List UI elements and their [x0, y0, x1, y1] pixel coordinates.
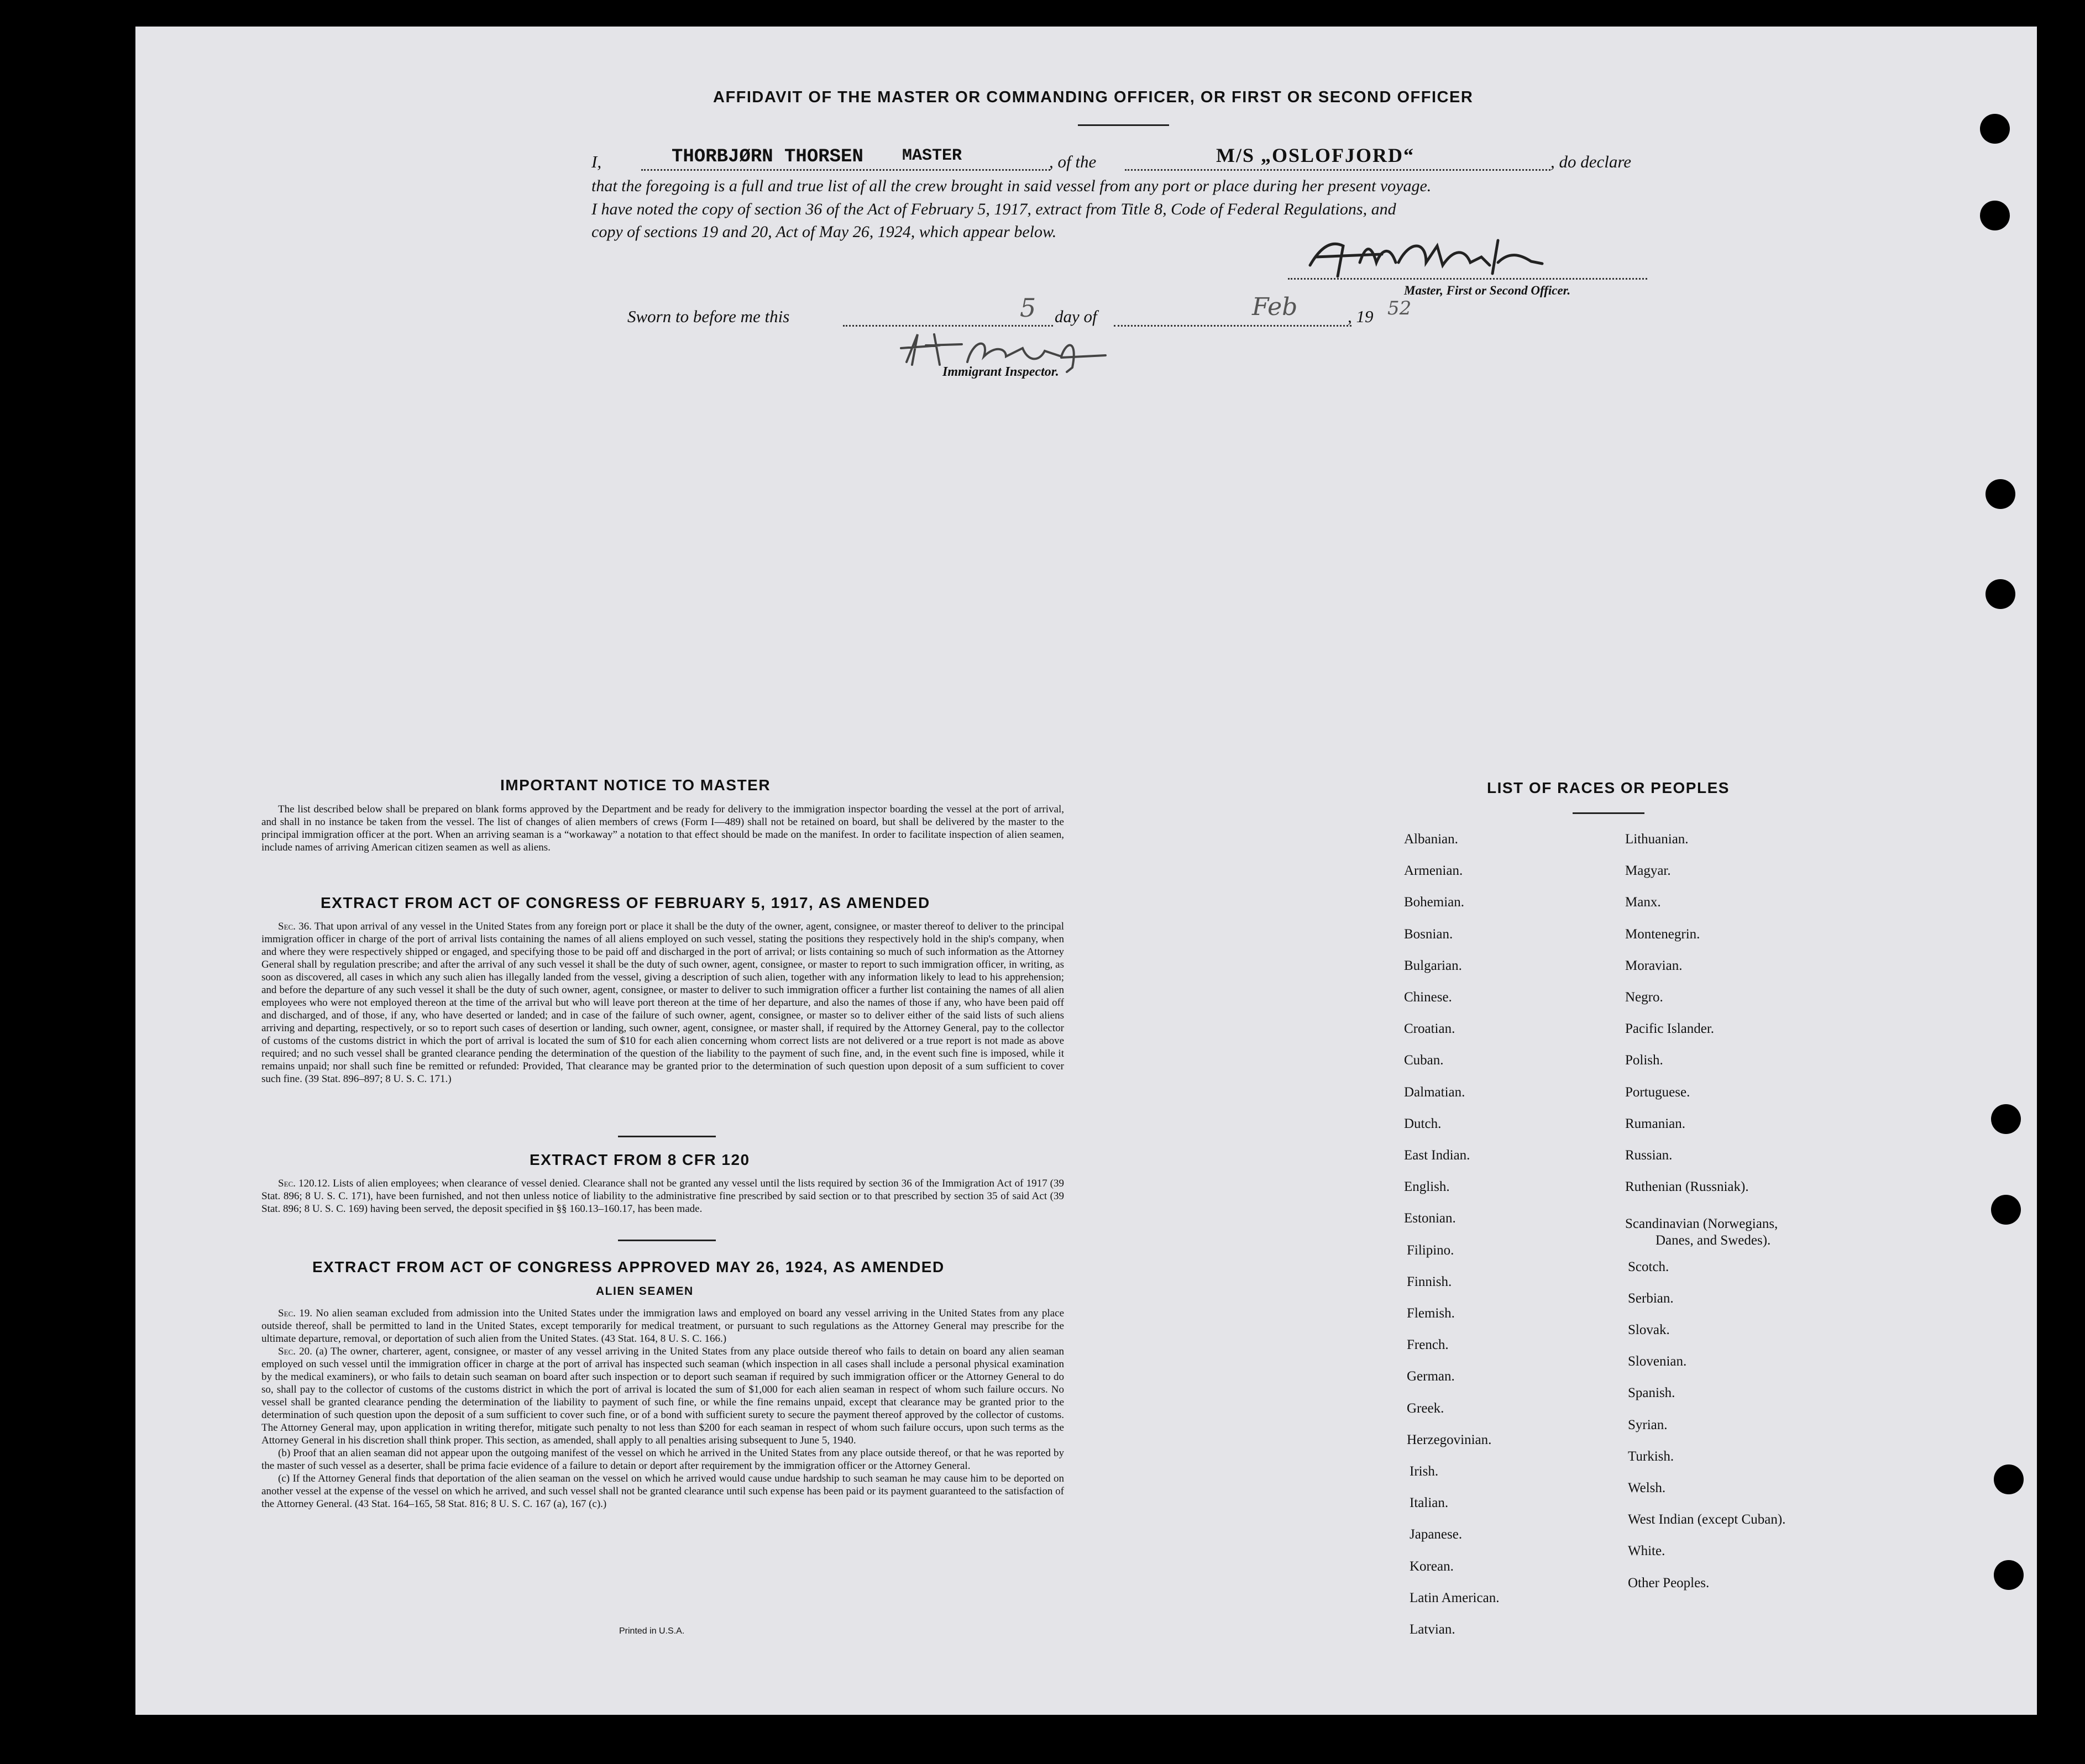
sec-20c-paragraph: (c) If the Attorney General finds that deportation of the alien seaman on the vessel on which he arrived would cause undue hardship to such seaman he may cause him to be deported on another vessel at the expense of the vessel on which he arrived, and such vessel shall not be granted clearance until such expense has been paid or its payment guaranteed to the satisfaction of the Attorney General. (43 Stat. 164–165, 58 Stat. 816; 8 U. S. C. 167 (a), 167 (c).) — [261, 1473, 1064, 1510]
binder-hole — [1991, 1195, 2021, 1225]
sec-20b-paragraph: (b) Proof that an alien seaman did not appear upon the outgoing manifest of the vessel on which he arrived in the United States from any place outside thereof, or that he was reported by the master of such vessel as a deserter, shall be prima facie evidence of a failure to detain or deport after requirement by the immigration officer or the Attorney General. — [261, 1447, 1064, 1472]
sec-20-label: Sec. 20. — [278, 1346, 312, 1357]
race-item: White. — [1628, 1544, 1665, 1559]
vessel-field-line — [1125, 169, 1550, 171]
sec-120-label: Sec. 120.12. — [278, 1178, 331, 1189]
extract-8cfr-text — [261, 1177, 1064, 1215]
divider-2 — [618, 1240, 716, 1241]
race-item: Irish. — [1410, 1464, 1439, 1479]
race-item: Scotch. — [1628, 1259, 1669, 1274]
race-item: Albanian. — [1404, 832, 1458, 847]
extract-1917-text — [261, 920, 1064, 1085]
affidavit-title: AFFIDAVIT OF THE MASTER OR COMMANDING OFFICER, OR FIRST OR SECOND OFFICER — [713, 88, 1474, 106]
do-declare-label: , do declare — [1550, 152, 1632, 171]
race-item: Portuguese. — [1625, 1084, 1690, 1100]
sworn-month-value: Feb — [1252, 293, 1298, 321]
race-item: Japanese. — [1410, 1527, 1463, 1542]
race-item: Manx. — [1625, 895, 1661, 910]
race-item: Scandinavian (Norwegians, — [1625, 1216, 1778, 1232]
race-item: Turkish. — [1628, 1448, 1674, 1464]
race-item: Herzegovinian. — [1407, 1432, 1492, 1447]
binder-hole — [1994, 1464, 2024, 1494]
race-item: Dalmatian. — [1404, 1084, 1465, 1100]
race-item: Armenian. — [1404, 863, 1463, 879]
race-item: Bosnian. — [1404, 926, 1453, 942]
officer-caption: Master, First or Second Officer. — [1404, 284, 1571, 297]
extract-1924-title: EXTRACT FROM ACT OF CONGRESS APPROVED MAY 26, 1924, AS AMENDED — [312, 1258, 945, 1275]
race-item: English. — [1404, 1179, 1450, 1195]
race-item: Welsh. — [1628, 1481, 1666, 1495]
race-item: Dutch. — [1404, 1116, 1442, 1131]
extract-1924-subtitle: ALIEN SEAMEN — [596, 1285, 694, 1298]
sworn-label: Sworn to before me this — [627, 307, 790, 326]
race-item: Pacific Islander. — [1625, 1021, 1715, 1037]
extract-1917-title: EXTRACT FROM ACT OF CONGRESS OF FEBRUARY 5, 1917, AS AMENDED — [321, 894, 930, 911]
binder-hole — [1986, 579, 2015, 609]
race-item: Ruthenian (Russniak). — [1625, 1179, 1749, 1195]
year-prefix: , 19 — [1348, 307, 1374, 326]
sec-19-body: No alien seaman excluded from admission into the United States under the immigration laws and employed on board any vessel arriving in the United States from any place outside thereof, shall be permitted to land in the United States, except temporarily for medical treatment, or pursuant to such regulations as the Attorney General may prescribe for the ultimate departure, removal, or deportation of such alien from the United States. (43 Stat. 164, 8 U. S. C. 166.) — [261, 1308, 1065, 1345]
race-item: Filipino. — [1407, 1242, 1454, 1258]
race-item: Latvian. — [1410, 1622, 1455, 1637]
race-item: Estonian. — [1404, 1211, 1456, 1226]
of-the-label: , of the — [1049, 152, 1097, 171]
race-item: Cuban. — [1404, 1053, 1444, 1068]
race-item: Lithuanian. — [1625, 832, 1689, 847]
sec-20a-paragraph — [261, 1345, 1064, 1447]
race-item: Moravian. — [1625, 958, 1683, 973]
race-item: Slovenian. — [1628, 1354, 1687, 1369]
binder-hole — [1980, 201, 2010, 230]
race-item: Negro. — [1625, 990, 1663, 1005]
race-item: German. — [1407, 1369, 1455, 1384]
race-item: East Indian. — [1404, 1148, 1470, 1163]
sec-19-paragraph — [261, 1307, 1064, 1345]
sec-36-label: Sec. 36. — [278, 921, 312, 932]
officer-signature-line — [1288, 278, 1647, 280]
race-item: Bohemian. — [1404, 895, 1465, 910]
sworn-day-value: 5 — [1020, 293, 1036, 323]
extract-8cfr-title: EXTRACT FROM 8 CFR 120 — [530, 1151, 750, 1168]
master-signature — [1299, 224, 1597, 285]
extract-1924-text — [261, 1307, 1064, 1510]
master-rank: MASTER — [902, 146, 962, 165]
binder-hole — [1980, 114, 2010, 144]
name-field-line — [641, 169, 1050, 171]
race-item: Finnish. — [1407, 1274, 1452, 1289]
race-item: Croatian. — [1404, 1021, 1455, 1037]
races-title-rule — [1573, 812, 1644, 814]
races-title: LIST OF RACES OR PEOPLES — [1487, 779, 1730, 796]
race-item: Flemish. — [1407, 1306, 1455, 1321]
race-item: Serbian. — [1628, 1290, 1674, 1306]
race-item: Russian. — [1625, 1148, 1673, 1163]
notice-title: IMPORTANT NOTICE TO MASTER — [500, 776, 771, 794]
sec-19-label: Sec. 19. — [278, 1308, 313, 1319]
race-item: Polish. — [1625, 1053, 1663, 1068]
sec-20a-body: (a) The owner, charterer, agent, consignee, or master of any vessel arriving in the United States from any place outside thereof who fails to detain on board any alien seaman employed on such vessel until the immigration officer in charge at the port of arrival has inspected such seaman (which inspection in all cases shall include a personal physical examination by the medical examiners), or who fails to detain such seaman on board after such inspection or to deport such seaman if required by such immigration officer or the Attorney General to do so, shall pay to the collector of customs of the customs district in which the port of arrival is located the sum of $1,000 for each alien seaman in respect of whom such failure occurs. No vessel shall be granted clearance pending the determination of the liability to payment of such fine, or while the fine remains unpaid, except that clearance may be granted prior to the determination of such question upon the deposit of a sum sufficient to cover such fine, or of a bond with sufficient surety to secure the payment thereof approved by the collector of customs. The Attorney General may, upon application in writing therefor, mitigate such penalty to not less than $200 for each seaman in respect of whom such failure occurs, upon such terms as the Attorney General in his discretion shall think proper. This section, as amended, shall apply to all penalties arising subsequent to June 5, 1940. — [261, 1346, 1065, 1446]
race-item: Latin American. — [1410, 1590, 1500, 1605]
sec-120-body: Lists of alien employees; when clearance of vessel denied. Clearance shall not be granted any vessel until the lists required by section 36 of the Immigration Act of 1917 (39 Stat. 896; 8 U. S. C. 171), have been furnished, and not then unless notice of liability to the administrative fine prescribed by said section or to that prescribed by section 35 of said Act (39 Stat. 896; 8 U. S. C. 169) having been served, the deposit specified in §§ 160.13–160.17, has been made. — [261, 1178, 1064, 1215]
binder-hole — [1994, 1560, 2024, 1590]
divider-1 — [618, 1136, 716, 1137]
declaration-line-4: copy of sections 19 and 20, Act of May 26, 1924, which appear below. — [591, 223, 1057, 241]
race-item: Italian. — [1410, 1495, 1449, 1511]
declaration-line-2: that the foregoing is a full and true list of all the crew brought in said vessel from any port or place during her present voyage. — [591, 177, 1432, 195]
race-item: French. — [1407, 1337, 1449, 1353]
race-item: Rumanian. — [1625, 1116, 1686, 1131]
inspector-caption: Immigrant Inspector. — [942, 365, 1059, 379]
race-item: Other Peoples. — [1628, 1575, 1710, 1590]
sworn-month-line — [1114, 325, 1351, 327]
master-name: THORBJØRN THORSEN — [672, 146, 863, 167]
race-item: Danes, and Swedes). — [1656, 1233, 1771, 1248]
race-item: Spanish. — [1628, 1385, 1675, 1401]
race-item: Chinese. — [1404, 990, 1452, 1005]
race-item: West Indian (except Cuban). — [1628, 1512, 1786, 1527]
race-item: Magyar. — [1625, 863, 1671, 879]
binder-hole — [1991, 1104, 2021, 1134]
title-rule — [1078, 124, 1169, 126]
notice-body: The list described below shall be prepared on blank forms approved by the Department and be ready for delivery to the immigration inspector boarding the vessel at the port of arrival, and shall in no instance be taken from the vessel. The list of changes of alien members of crews (Form I—489) shall not be retained on board, but shall be delivered by the master to the principal immigration officer at the port. When an arriving seaman is a “workaway” a notation to that effect should be made on the manifest. In order to facilitate inspection of alien seamen, include names of arriving American citizen seamen as well as aliens. — [261, 804, 1064, 853]
vessel-name: M/S „OSLOFJORD“ — [1216, 144, 1415, 166]
race-item: Syrian. — [1628, 1417, 1668, 1432]
i-label: I, — [591, 152, 602, 171]
year-suffix: 52 — [1387, 297, 1412, 319]
sec-36-body: That upon arrival of any vessel in the United States from any foreign port or place it shall be the duty of the owner, agent, consignee, or master thereof to deliver to the principal immigration officer in charge of the port of arrival lists containing the names of all aliens employed on such vessel, stating the positions they respectively hold in the ship's company, when and where they were respectively shipped or engaged, and specifying those to be paid off and discharged in the port of arrival; or lists containing so much of such information as the Attorney General shall by regulation prescribe; and after the arrival of any such vessel it shall be the duty of such owner, agent, consignee, or master to report to such immigration officer, in writing, as soon as discovered, all cases in which any such alien has illegally landed from the vessel, giving a description of such alien, together with any information likely to lead to his apprehension; and before the departure of any such vessel it shall be the duty of such owner, agent, consignee, or master to deliver to such immigration officer a further list containing the names of all alien employees who were not employed thereon at the time of the arrival but who will leave port thereon at the time of her departure, and also the names of those if any, who have been paid off and discharged, and of those, if any, who have deserted or landed; and in case of the failure of such owner, agent, consignee, or master so to deliver either of the said lists of such aliens arriving and departing, respectively, or so to report such cases of desertion or landing, such owner, agent, consignee, or master shall, if required by the Attorney General, pay to the collector of customs of the customs district in which the port of arrival is located the sum of $10 for each alien concerning whom correct lists are not delivered or a true report is not made as above required; and no such vessel shall be granted clearance pending the determination of the question of the liability to the payment of such fine, and, in the event such fine is imposed, while it remains unpaid; nor shall such fine be remitted or refunded: Provided, That clearance may be granted prior to the determination of such question upon deposit of a sum sufficient to cover such fine. (39 Stat. 896–897; 8 U. S. C. 171.) — [261, 921, 1064, 1085]
race-item: Korean. — [1410, 1558, 1454, 1574]
day-of-label: day of — [1055, 307, 1097, 326]
race-item: Slovak. — [1628, 1322, 1670, 1337]
printed-in-usa: Printed in U.S.A. — [619, 1626, 685, 1636]
binder-hole — [1986, 479, 2015, 509]
race-item: Greek. — [1407, 1400, 1444, 1416]
declaration-line-3: I have noted the copy of section 36 of the Act of February 5, 1917, extract from Title 8, Code of Federal Regulations, and — [591, 200, 1396, 218]
race-item: Montenegrin. — [1625, 926, 1700, 942]
race-item: Bulgarian. — [1404, 958, 1462, 973]
